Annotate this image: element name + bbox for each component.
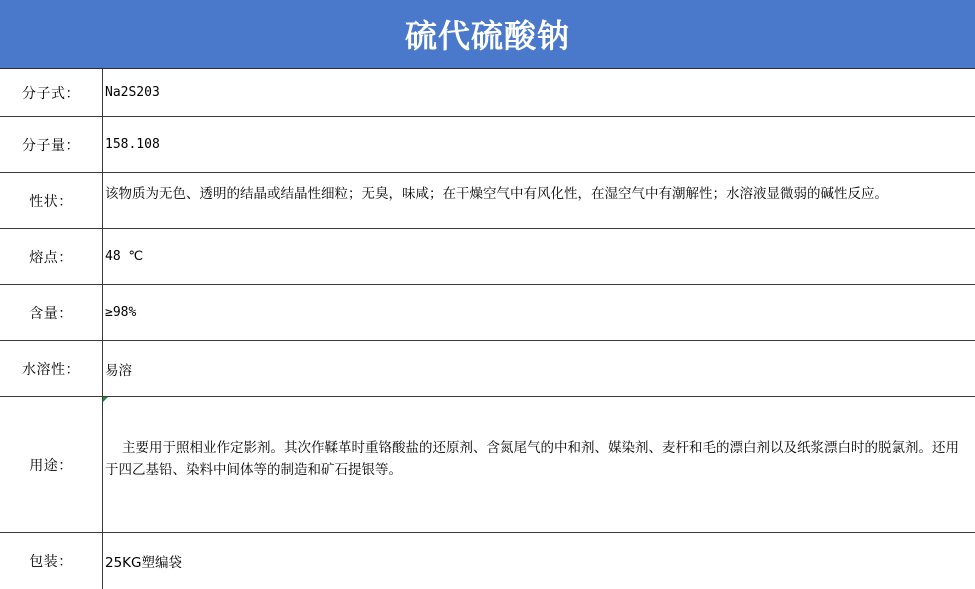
label-cell[interactable]: 用途： bbox=[0, 397, 103, 532]
value-cell[interactable]: ≥98% bbox=[103, 285, 975, 340]
value-cell[interactable]: 易溶 bbox=[103, 341, 975, 396]
label-cell[interactable]: 水溶性： bbox=[0, 341, 103, 396]
value-cell[interactable]: Na2S203 bbox=[103, 69, 975, 116]
value-cell[interactable]: 25KG塑编袋 bbox=[103, 533, 975, 589]
title-cell[interactable] bbox=[0, 0, 975, 69]
table-row-formula bbox=[0, 69, 975, 117]
table-row-melting-point bbox=[0, 229, 975, 285]
label-cell[interactable]: 熔点： bbox=[0, 229, 103, 284]
label-cell[interactable]: 分子式： bbox=[0, 69, 103, 116]
table-row-weight bbox=[0, 117, 975, 173]
table-row-appearance bbox=[0, 173, 975, 229]
page-title: 硫代硫酸钠 bbox=[404, 17, 570, 55]
property-table bbox=[0, 69, 975, 589]
usage-text: 主要用于照相业作定影剂。其次作鞣革时重铬酸盐的还原剂、含氮尾气的中和剂、媒染剂、麦杆和毛的漂白剂以及纸浆漂白时的脱氯剂。还用于四乙基铅、染料中间体等的制造和矿石提银等。 bbox=[105, 440, 959, 478]
table-row-solubility bbox=[0, 341, 975, 397]
table-row-packaging bbox=[0, 533, 975, 589]
label-cell[interactable]: 性状： bbox=[0, 173, 103, 228]
label-cell[interactable]: 含量： bbox=[0, 285, 103, 340]
value-cell[interactable]: 该物质为无色、透明的结晶或结晶性细粒；无臭，味咸；在干燥空气中有风化性，在湿空气中有潮解性；水溶液显微弱的碱性反应。 bbox=[103, 173, 975, 228]
value-cell[interactable] bbox=[103, 397, 975, 532]
value-cell[interactable]: 158.108 bbox=[103, 117, 975, 172]
label-cell[interactable]: 包装： bbox=[0, 533, 103, 589]
cell-comment-marker-icon bbox=[103, 397, 108, 402]
table-row-purity bbox=[0, 285, 975, 341]
label-cell[interactable]: 分子量： bbox=[0, 117, 103, 172]
table-row-usage bbox=[0, 397, 975, 533]
value-cell[interactable]: 48 ℃ bbox=[103, 229, 975, 284]
